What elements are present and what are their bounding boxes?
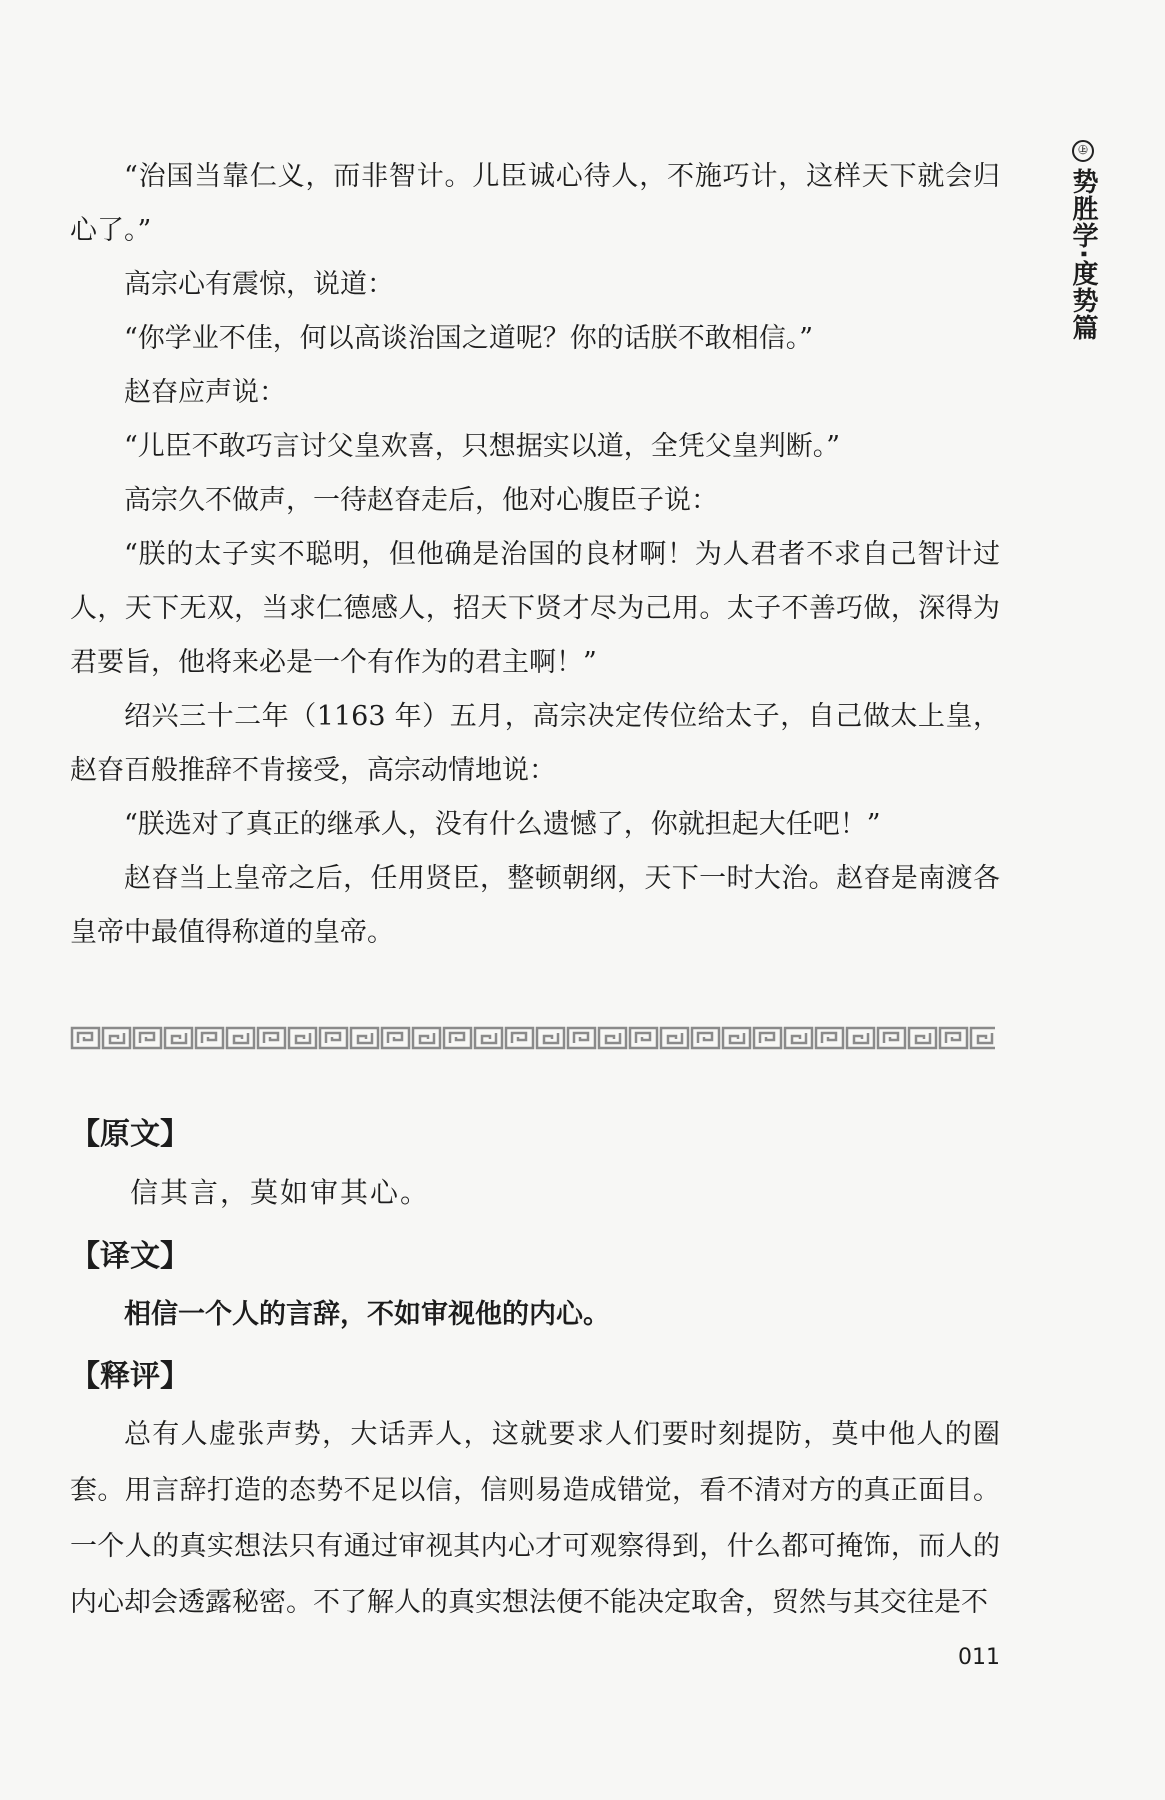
story-paragraph: 赵昚当上皇帝之后，任用贤臣，整顿朝纲，天下一时大治。赵昚是南渡各皇帝中最值得称道的皇帝。: [70, 863, 1000, 948]
story-paragraph: “儿臣不敢巧言讨父皇欢喜，只想据实以道，全凭父皇判断。”: [124, 431, 841, 462]
story-paragraph: 高宗久不做声，一待赵昚走后，他对心腹臣子说：: [124, 485, 718, 516]
running-head-title: 势胜学·度势篇: [1068, 168, 1098, 341]
yuanwen-text: 信其言，莫如审其心。: [130, 1176, 431, 1209]
yiwen-section: [70, 1237, 1000, 1335]
story-paragraph: 绍兴三十二年（1163 年）五月，高宗决定传位给太子，自己做太上皇，赵昚百般推辞不肯接受，高宗动情地说：: [70, 701, 1000, 786]
story-paragraph: “你学业不佳，何以高谈治国之道呢？你的话朕不敢相信。”: [124, 323, 814, 354]
seal-icon: ㊤: [1072, 140, 1094, 162]
story-paragraph: “朕选对了真正的继承人，没有什么遗憾了，你就担起大任吧！”: [124, 809, 881, 840]
yuanwen-title: 【原文】: [70, 1117, 190, 1152]
page-number: 011: [958, 1645, 1000, 1670]
yuanwen-section: [70, 1115, 1000, 1213]
shiping-section: [70, 1357, 1000, 1631]
story-text: [70, 150, 1000, 960]
story-paragraph: “朕的太子实不聪明，但他确是治国的良材啊！为人君者不求自己智计过人，天下无双，当求仁德感人，招天下贤才尽为己用。太子不善巧做，深得为君要旨，他将来必是一个有作为的君主啊！”: [70, 539, 1000, 678]
yiwen-text: 相信一个人的言辞，不如审视他的内心。: [124, 1299, 610, 1330]
story-paragraph: 高宗心有震惊，说道：: [124, 269, 394, 300]
shiping-title: 【释评】: [70, 1359, 190, 1394]
shiping-text: 总有人虚张声势，大话弄人，这就要求人们要时刻提防，莫中他人的圈套。用言辞打造的态势不足以信，信则易造成错觉，看不清对方的真正面目。一个人的真实想法只有通过审视其内心才可观察得到，什么都可掩饰，而人的内心却会透露秘密。不了解人的真实想法便不能决定取舍，贸然与其交往是不: [70, 1419, 1000, 1618]
story-paragraph: “治国当靠仁义，而非智计。儿臣诚心待人，不施巧计，这样天下就会归心了。”: [70, 161, 1000, 246]
running-head: [1066, 140, 1100, 341]
yiwen-title: 【译文】: [70, 1239, 190, 1274]
story-paragraph: 赵昚应声说：: [124, 377, 286, 408]
meander-divider: [70, 1025, 995, 1051]
